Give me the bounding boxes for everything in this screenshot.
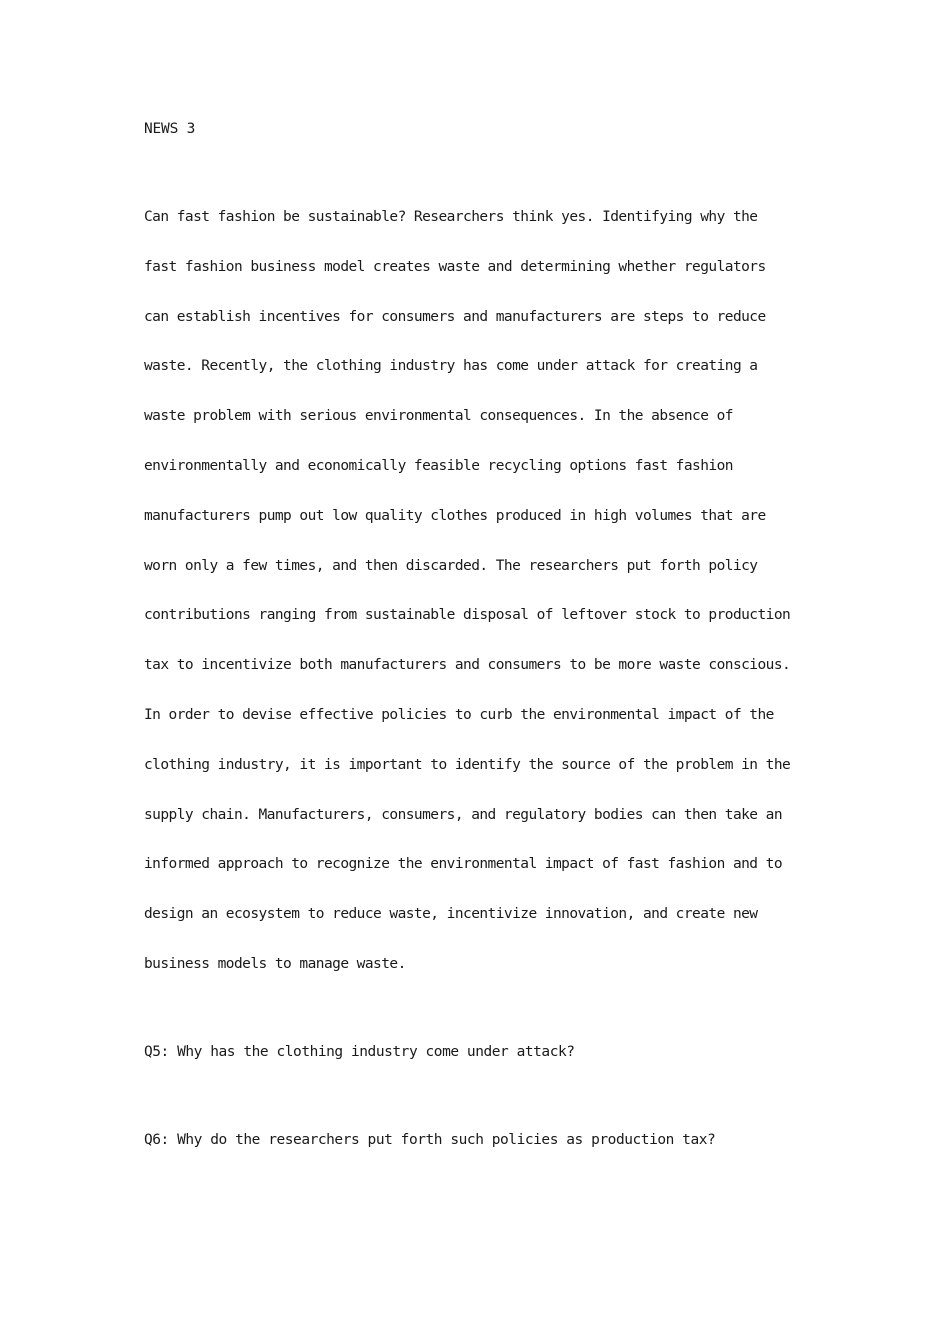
passage-line: In order to devise effective policies to curb the environmental impact of the — [144, 706, 774, 723]
news-heading: NEWS 3 — [144, 121, 196, 137]
passage-line: fast fashion business model creates waste and determining whether regulators — [144, 258, 766, 275]
passage-line: waste. Recently, the clothing industry has come under attack for creating a — [144, 358, 758, 375]
passage-line: design an ecosystem to reduce waste, incentivize innovation, and create new — [144, 906, 758, 923]
passage-line: worn only a few times, and then discarded. The researchers put forth policy — [144, 557, 758, 574]
passage-line: tax to incentivize both manufacturers and consumers to be more waste conscious. — [144, 657, 791, 674]
passage-line: contributions ranging from sustainable disposal of leftover stock to production — [144, 607, 791, 624]
passage-line: can establish incentives for consumers and manufacturers are steps to reduce — [144, 308, 766, 325]
news-passage — [144, 207, 790, 1004]
passage-line: supply chain. Manufacturers, consumers, and regulatory bodies can then take an — [144, 806, 783, 823]
passage-line: Can fast fashion be sustainable? Researchers think yes. Identifying why the — [144, 209, 758, 225]
question-q6: Q6: Why do the researchers put forth such policies as production tax? — [144, 1132, 716, 1148]
passage-line: clothing industry, it is important to identify the source of the problem in the — [144, 756, 791, 773]
passage-line: manufacturers pump out low quality clothes produced in high volumes that are — [144, 507, 766, 524]
passage-line: waste problem with serious environmental consequences. In the absence of — [144, 408, 733, 425]
question-q5: Q5: Why has the clothing industry come under attack? — [144, 1044, 575, 1060]
passage-line: business models to manage waste. — [144, 955, 406, 972]
passage-line: environmentally and economically feasible recycling options fast fashion — [144, 457, 733, 474]
passage-line: informed approach to recognize the environmental impact of fast fashion and to — [144, 856, 783, 873]
